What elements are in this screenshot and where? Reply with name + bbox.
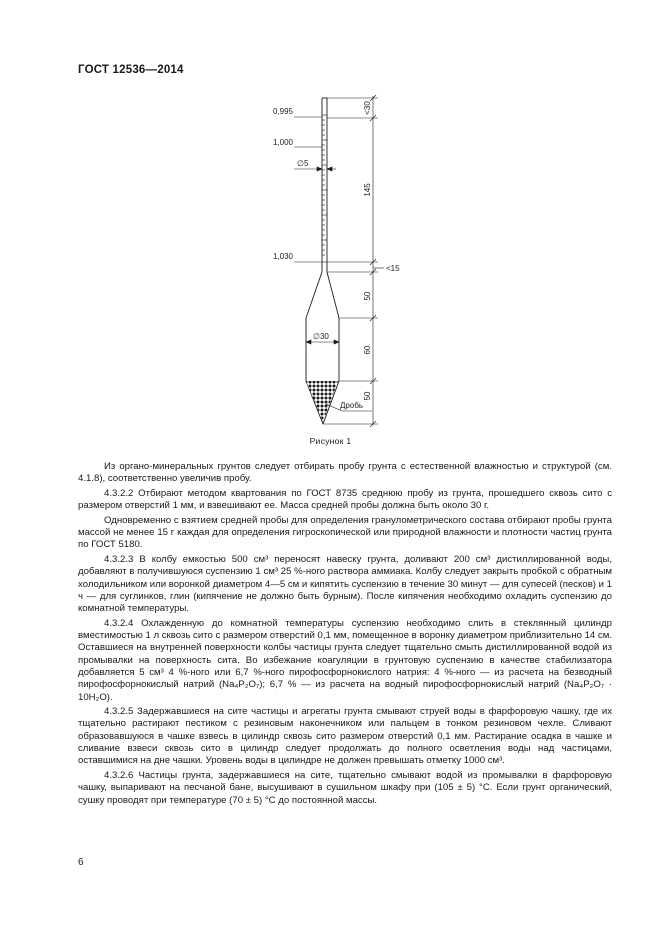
scale-label-1030: 1,030 [272, 252, 293, 261]
hydrometer-drawing [0, 0, 661, 460]
hydrometer-figure [0, 0, 661, 460]
body-text [78, 461, 612, 809]
paragraph-4-3-2-2: 4.3.2.2 Отбирают методом квартования по ГОСТ 8735 среднюю пробу из грунта, прошедшего сквозь сито с размером отверстий 1 мм, и взвешивают ее. Масса средней пробы должна быть около 30 г. [78, 487, 612, 512]
dim-label-50-bottom: 50 [363, 391, 372, 401]
dim-label-60: 60 [363, 345, 372, 355]
shot-fill [300, 381, 344, 425]
dim-label-50-top: 50 [363, 291, 372, 301]
diameter-label-5: ∅5 [297, 159, 309, 168]
shot-label: Дробь [340, 401, 364, 410]
paragraph-organic-soils: Из органо-минеральных грунтов следует отбирать пробу грунта с естественной влажностью и структурой (см. 4.1.8), соответственно увеличив пробу. [78, 461, 612, 485]
page-number: 6 [78, 857, 84, 868]
diameter-label-30: ∅30 [313, 332, 329, 341]
scale-label-1000: 1,000 [272, 138, 293, 147]
figure-caption: Рисунок 1 [309, 436, 352, 446]
scale-ticks [322, 115, 327, 262]
paragraph-4-3-2-6: 4.3.2.6 Частицы грунта, задержавшиеся на сите, тщательно смывают водой из промывалки в фарфоровую чашку, выпаривают на песчаной бане, высушивают в сушильном шкафу при (105 ± 5) °С. Если грунт органический, сушку проводят при температуре (70 ± 5) °С до постоянной массы. [78, 769, 612, 806]
document-header: ГОСТ 12536—2014 [78, 64, 184, 76]
dim-label-15: <15 [386, 264, 400, 273]
paragraph-moisture-samples: Одновременно с взятием средней пробы для определения гранулометрического состава отбирают пробы грунта массой не менее 15 г каждая для определения гигроскопической или природной влажности и плотности частиц грунта по ГОСТ 5180. [78, 514, 612, 551]
scale-label-0995: 0,995 [272, 107, 293, 116]
dim-label-30: <30 [363, 101, 372, 115]
dim-label-145: 145 [363, 183, 372, 197]
paragraph-4-3-2-4: 4.3.2.4 Охлажденную до комнатной температуры суспензию необходимо слить в стеклянный цилиндр вместимостью 1 л сквозь сито с размером отверстий 0,1 мм, помещенное в воронку диаметром приблизительно 14 см. Оставшиеся на внутренней поверхности колбы частицы грунта следует тщательно смыть дистиллированной водой из промывалки на поверхность сита. Во избежание коагуляции в грунтовую суспензию в качестве стабилизатора добавляется 5 см³ 4 %-ного или 6,7 %-ного пирофосфорнокислого натрия: 4 %-ного — из расчета на безводный пирофосфорнокислый натрий (Na₄P₂O₇); 6,7 % — из расчета на водный пирофосфорнокислый натрий (Na₄P₂O₇ · 10H₂O). [78, 617, 612, 703]
paragraph-4-3-2-5: 4.3.2.5 Задержавшиеся на сите частицы и агрегаты грунта смывают струей воды в фарфоровую чашку, где их тщательно растирают пестиком с резиновым наконечником или пальцем в тонком резиновом чехле. Сливают образовавшуюся в чашке взвесь в цилиндр сквозь сито размером отверстий 0,1 мм. Растирание осадка в чашке и сливание взвеси сквозь сито в цилиндр следует продолжать до полного осветления воды над частицами, оставшимися на дне чашки. Уровень воды в цилиндре не должен превышать отметку 1000 см³. [78, 706, 612, 767]
paragraph-4-3-2-3: 4.3.2.3 В колбу емкостью 500 см³ переносят навеску грунта, доливают 200 см³ дистиллированной воды, добавляют в получившуюся суспензию 1 см³ 25 %-ного раствора аммиака. Колбу следует закрыть пробкой с обратным холодильником или воронкой диаметром 4—5 см и кипятить суспензию в течение 30 минут — для супесей (песков) и 1 ч — для суглинков, глин (кипячение не должно быть бурным). После кипячения необходимо охладить суспензию до комнатной температуры. [78, 553, 613, 615]
